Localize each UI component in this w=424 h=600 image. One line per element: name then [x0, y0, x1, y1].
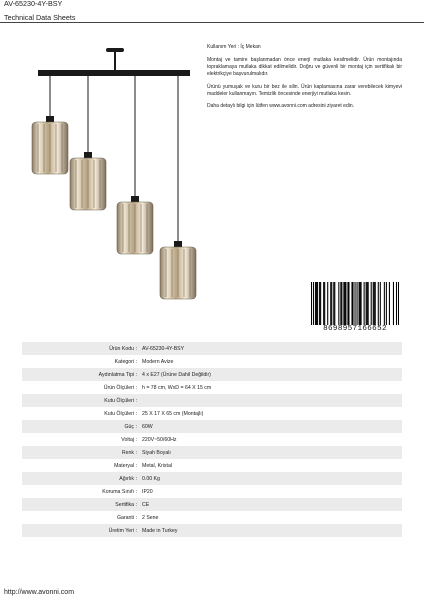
barcode-bar: [331, 282, 332, 326]
spec-value: 0.00 Kg: [142, 475, 160, 482]
barcode-bar: [361, 282, 362, 326]
product-info: [207, 44, 402, 116]
barcode-number: 8698957166652: [311, 325, 399, 334]
ceiling-canopy: [106, 48, 124, 52]
barcode-bars: [311, 282, 399, 326]
spec-row: [22, 485, 402, 498]
spec-separator: :: [136, 462, 138, 469]
spec-row: [22, 511, 402, 524]
spec-value: 4 x E27 (Ürüne Dahil Değildir): [142, 371, 211, 378]
spec-row: [22, 381, 402, 394]
spec-row: [22, 394, 402, 407]
crystal-shade-2: [70, 152, 106, 210]
spec-separator: :: [136, 384, 138, 391]
barcode-bar: [367, 282, 368, 326]
website-paragraph: Daha detaylı bilgi için lütfen www.avonni.com adresini ziyaret edin.: [207, 103, 355, 110]
spec-row: [22, 524, 402, 537]
care-paragraph: Ürünü yumuşak ve kuru bir bez ile silin. Ürün kaplamasına zarar verebilecek kimyevi maddeler kullanmayın. Temizlik öncesinde enerjiyi mutlaka kesin.: [207, 83, 402, 97]
barcode: [311, 282, 399, 334]
barcode-bar: [323, 282, 324, 326]
spec-separator: :: [136, 527, 138, 534]
spec-separator: :: [136, 345, 138, 352]
spec-label: Materyal: [114, 462, 134, 469]
header-divider: [0, 22, 424, 23]
barcode-bar: [386, 282, 387, 326]
spec-label: Koruma Sınıfı: [102, 488, 134, 495]
barcode-bar: [319, 282, 320, 326]
spec-separator: :: [136, 475, 138, 482]
barcode-bar: [351, 282, 352, 326]
barcode-bar: [348, 282, 349, 326]
barcode-bar: [311, 282, 312, 326]
crystal-shade-3: [117, 196, 153, 254]
barcode-bar: [327, 282, 328, 326]
barcode-bar: [315, 282, 316, 326]
spec-table: [22, 342, 402, 537]
spec-separator: :: [136, 501, 138, 508]
usage-text: Kullanım Yeri : İç Mekan: [207, 44, 261, 50]
spec-value: 2 Sene: [142, 514, 159, 521]
spec-label: Sertifika: [115, 501, 134, 508]
barcode-bar: [316, 282, 317, 326]
spec-label: Güç: [124, 423, 134, 430]
barcode-bar: [380, 282, 381, 326]
spec-value: Siyah Boyalı: [142, 449, 171, 456]
spec-row: [22, 342, 402, 355]
mounting-bar: [38, 70, 190, 76]
crystal-shade-1: [32, 116, 68, 174]
barcode-bar: [398, 282, 399, 326]
spec-label: Kutu Ölçüleri: [104, 410, 134, 417]
doc-title: Technical Data Sheets: [4, 13, 76, 22]
spec-separator: :: [136, 423, 138, 430]
crystal-shade-4: [160, 241, 196, 299]
spec-row: [22, 459, 402, 472]
barcode-bar: [374, 282, 375, 326]
spec-separator: :: [136, 436, 138, 443]
spec-row: [22, 407, 402, 420]
barcode-bar: [371, 282, 372, 326]
barcode-bar: [317, 282, 318, 326]
spec-label: Voltaj: [121, 436, 134, 443]
barcode-bar: [364, 282, 365, 326]
chandelier-illustration: [20, 40, 200, 310]
footer-url[interactable]: http://www.avonni.com: [4, 589, 75, 596]
spec-row: [22, 433, 402, 446]
spec-separator: :: [136, 358, 138, 365]
spec-separator: :: [136, 449, 138, 456]
spec-row: [22, 446, 402, 459]
spec-value: Made in Turkey: [142, 527, 178, 534]
barcode-bar: [344, 282, 345, 326]
spec-row: [22, 472, 402, 485]
barcode-bar: [340, 282, 341, 326]
barcode-bar: [393, 282, 394, 326]
spec-value: 220V~50/60Hz: [142, 436, 177, 443]
barcode-bar: [347, 282, 348, 326]
barcode-bar: [320, 282, 321, 326]
barcode-bar: [313, 282, 314, 326]
barcode-bar: [373, 282, 374, 326]
spec-label: Üretim Yeri: [108, 527, 134, 534]
spec-separator: :: [136, 410, 138, 417]
spec-value: AV-65230-4Y-BSY: [142, 345, 185, 352]
barcode-bar: [384, 282, 385, 326]
barcode-bar: [345, 282, 346, 326]
spec-value: Modern Avize: [142, 358, 174, 365]
barcode-bar: [354, 282, 355, 326]
spec-row: [22, 420, 402, 433]
spec-label: Renk: [121, 449, 134, 456]
spec-separator: :: [136, 488, 138, 495]
barcode-bar: [343, 282, 344, 326]
barcode-bar: [333, 282, 334, 326]
spec-value: IP20: [142, 488, 153, 495]
spec-label: Garanti: [116, 514, 134, 521]
barcode-bar: [359, 282, 360, 326]
barcode-bar: [357, 282, 358, 326]
spec-value: 60W: [142, 423, 153, 430]
spec-value: 25 X 17 X 65 cm (Montajlı): [142, 410, 204, 417]
spec-row: [22, 498, 402, 511]
barcode-bar: [330, 282, 331, 326]
spec-separator: :: [136, 371, 138, 378]
spec-label: Kutu Ölçüleri: [104, 397, 134, 404]
barcode-bar: [389, 282, 390, 326]
spec-separator: :: [136, 514, 138, 521]
barcode-bar: [341, 282, 342, 326]
spec-row: [22, 355, 402, 368]
spec-value: CE: [142, 501, 150, 508]
barcode-bar: [352, 282, 353, 326]
barcode-bar: [324, 282, 325, 326]
barcode-bar: [360, 282, 361, 326]
spec-row: [22, 368, 402, 381]
barcode-bar: [368, 282, 369, 326]
spec-label: Ürün Kodu: [109, 345, 134, 352]
barcode-bar: [338, 282, 339, 326]
spec-value: Metal, Kristal: [142, 462, 172, 469]
barcode-bar: [396, 282, 397, 326]
barcode-bar: [334, 282, 335, 326]
spec-label: Ürün Ölçüleri: [103, 384, 134, 391]
product-code-heading: AV-65230-4Y-BSY: [4, 0, 63, 8]
spec-label: Ağırlık: [119, 475, 134, 482]
barcode-bar: [378, 282, 379, 326]
product-image: [20, 40, 200, 310]
spec-separator: :: [136, 397, 138, 404]
spec-value: h = 78 cm, WxD = 64 X 15 cm: [142, 384, 212, 391]
safety-paragraph: Montaj ve tamire başlanmadan önce enerji mutlaka kesilmelidir. Ürün montajında topraklamaya mutlaka dikkat edilmelidir. Doğru ve güvenli bir montaj için sertifikalı bir elektrikçiye başvurulmalıdır.: [207, 56, 402, 77]
spec-label: Aydınlatma Tipi: [98, 371, 134, 378]
barcode-bar: [366, 282, 367, 326]
barcode-bar: [375, 282, 376, 326]
spec-label: Kategori: [114, 358, 134, 365]
